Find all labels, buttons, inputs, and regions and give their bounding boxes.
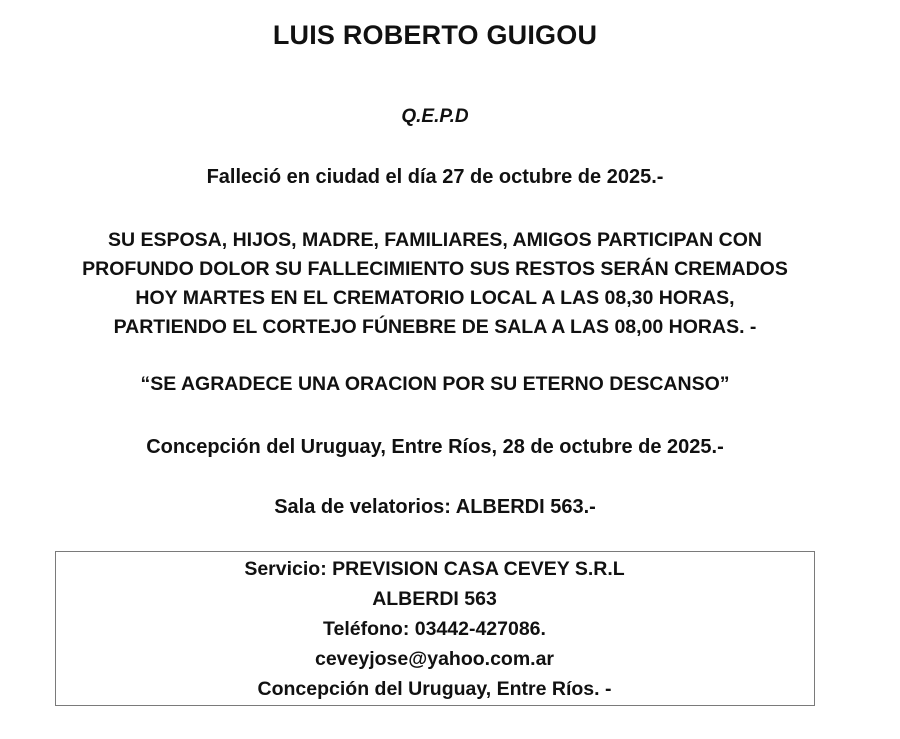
- announcement-line: HOY MARTES EN EL CREMATORIO LOCAL A LAS 08,30 HORAS,: [135, 287, 735, 309]
- deceased-name: LUIS ROBERTO GUIGOU: [272, 20, 598, 50]
- announcement-line: SU ESPOSA, HIJOS, MADRE, FAMILIARES, AMIGOS PARTICIPAN CON: [107, 229, 763, 251]
- service-phone: Teléfono: 03442-427086.: [323, 618, 546, 640]
- service-email: ceveyjose@yahoo.com.ar: [314, 648, 555, 670]
- announcement-line: PARTIENDO EL CORTEJO FÚNEBRE DE SALA A LAS 08,00 HORAS. -: [113, 316, 757, 338]
- wake-room-address: Sala de velatorios: ALBERDI 563.-: [274, 496, 596, 518]
- death-date-line: Falleció en ciudad el día 27 de octubre de 2025.-: [206, 166, 664, 188]
- service-address: ALBERDI 563: [372, 588, 497, 610]
- announcement-line: PROFUNDO DOLOR SU FALLECIMIENTO SUS RESTOS SERÁN CREMADOS: [82, 258, 788, 280]
- service-company: Servicio: PREVISION CASA CEVEY S.R.L: [244, 558, 625, 580]
- place-and-date: Concepción del Uruguay, Entre Ríos, 28 de octubre de 2025.-: [146, 436, 724, 458]
- prayer-request: “SE AGRADECE UNA ORACION POR SU ETERNO DESCANSO”: [140, 373, 730, 395]
- announcement-paragraph: [0, 226, 870, 342]
- funeral-service-box: [55, 551, 815, 706]
- qepd-label: Q.E.P.D: [401, 106, 469, 127]
- service-city: Concepción del Uruguay, Entre Ríos. -: [257, 678, 612, 700]
